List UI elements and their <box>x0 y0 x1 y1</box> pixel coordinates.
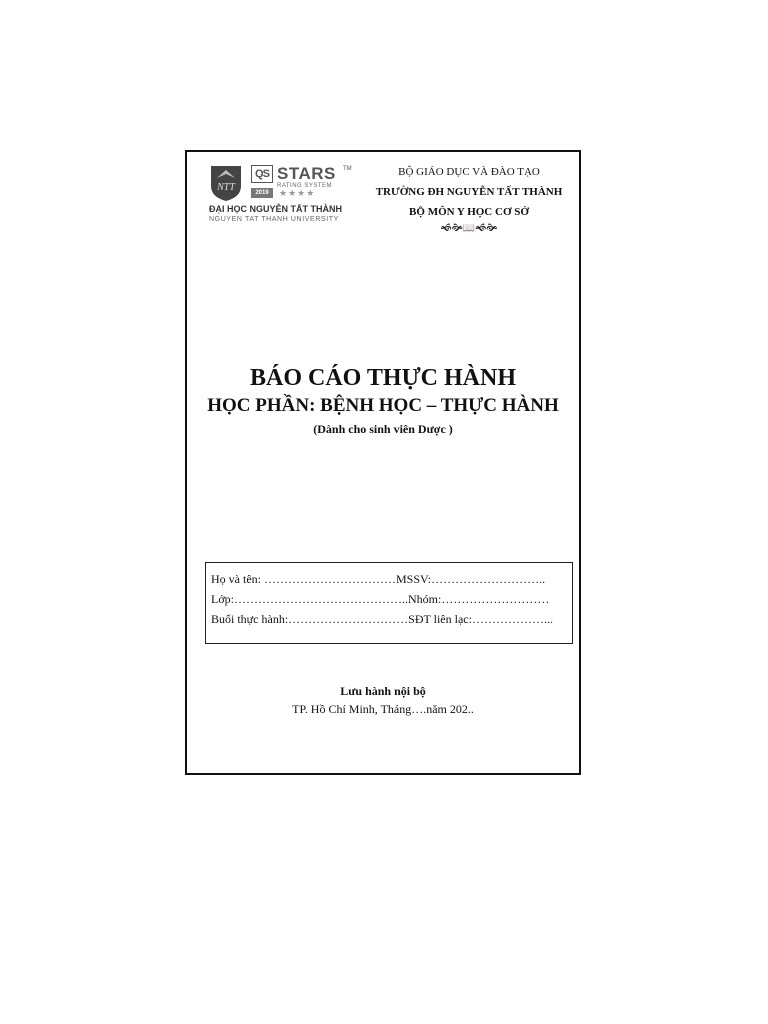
audience-note: (Dành cho sinh viên Dược ) <box>313 422 453 436</box>
qs-stars-wordmark: STARS <box>277 164 336 183</box>
session-field: Buổi thực hành:………………………… <box>211 612 409 626</box>
qs-mark: QS <box>251 165 273 183</box>
star-rating-icon: ★★★★ <box>279 189 316 199</box>
info-row-name <box>211 569 566 589</box>
rating-system-text: RATING SYSTEM <box>277 183 333 189</box>
report-cover-page <box>185 150 581 775</box>
trademark-mark: TM <box>343 166 352 172</box>
student-info-box <box>205 562 573 644</box>
class-field: Lớp:…………………………………….. <box>211 592 409 606</box>
university-name-vn: ĐẠI HỌC NGUYỄN TẤT THÀNH <box>209 204 342 214</box>
info-row-class <box>211 589 566 609</box>
info-row-session <box>211 609 566 629</box>
institution-header <box>369 162 569 236</box>
report-title-block <box>187 364 579 437</box>
department-name: BỘ MÔN Y HỌC CƠ SỞ <box>409 206 529 218</box>
course-title: HỌC PHẦN: BỆNH HỌC – THỰC HÀNH <box>207 395 559 416</box>
group-field: Nhóm:……………………… <box>408 592 550 606</box>
university-name-en: NGUYEN TAT THANH UNIVERSITY <box>209 216 339 223</box>
place-date: TP. Hồ Chí Minh, Tháng….năm 202.. <box>292 702 474 716</box>
school-name: TRƯỜNG ĐH NGUYỄN TẤT THÀNH <box>375 186 563 198</box>
shield-mark-text: NTT <box>217 182 235 193</box>
book-ornament-icon: 🙜🙞📖🙜🙞 <box>440 223 498 234</box>
phone-field: SĐT liên lạc:………………... <box>408 612 553 626</box>
qs-year-badge: 2019 <box>251 188 273 198</box>
name-field: Họ và tên: …………………………… <box>211 572 396 586</box>
mssv-field: MSSV:……………………….. <box>396 572 546 586</box>
cover-footer <box>187 682 579 718</box>
report-title: BÁO CÁO THỰC HÀNH <box>249 365 516 391</box>
circulation-note: Lưu hành nội bộ <box>340 684 426 698</box>
ministry-name: BỘ GIÁO DỤC VÀ ĐÀO TẠO <box>398 166 540 178</box>
university-logo <box>209 164 352 226</box>
university-shield-icon <box>209 164 243 202</box>
